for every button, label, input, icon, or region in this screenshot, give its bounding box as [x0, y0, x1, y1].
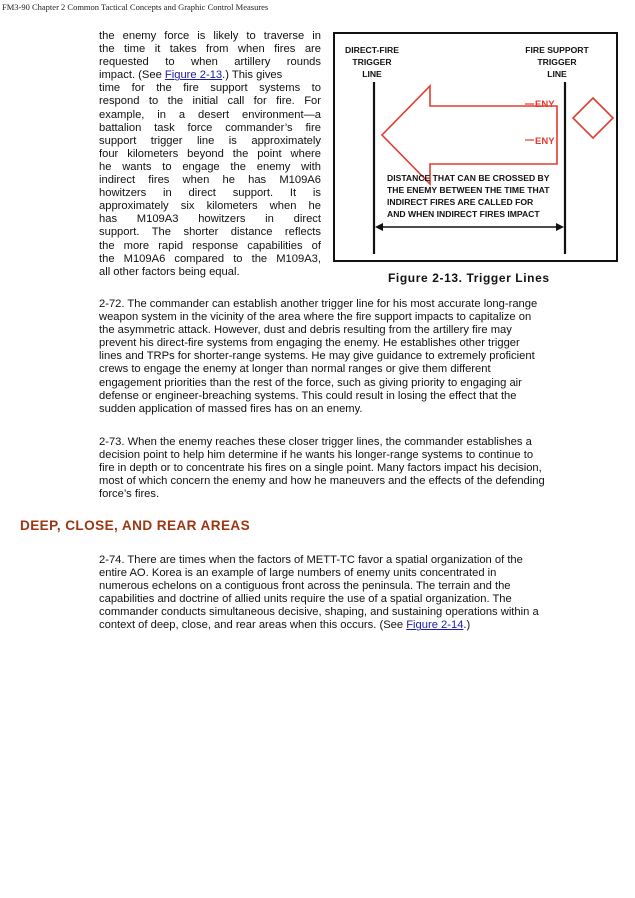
text-line: force’s fires. [99, 488, 160, 501]
direct-fire-label-line: TRIGGER [352, 57, 392, 67]
text-line: crews to engage the enemy at longer than normal ranges or give them different [99, 363, 491, 376]
fire-support-label-line: LINE [547, 69, 567, 79]
text-segment: .) This gives [222, 69, 283, 82]
section-heading: DEEP, CLOSE, AND REAR AREAS [20, 518, 251, 533]
text-segment: impact. (See [99, 69, 165, 82]
direct-fire-label-line: LINE [362, 69, 382, 79]
text-line: sudden application of massed fires has on an enemy. [99, 402, 363, 415]
figure-2-13 [333, 32, 618, 262]
text-line: indirect fires when he has M109A6 [99, 174, 321, 187]
direct-fire-label-line: DIRECT-FIRE [345, 45, 399, 55]
text-line: all other factors being equal. [99, 265, 240, 278]
text-line: requested to when artillery rounds [99, 56, 321, 69]
text-line: defense or engineer-breaching systems. This could result in losing the effect that the [99, 389, 517, 402]
distance-note-line: AND WHEN INDIRECT FIRES IMPACT [387, 209, 540, 219]
text-line [99, 619, 539, 632]
text-line: he wants to engage the enemy with [99, 160, 321, 173]
text-line: 2-72. The commander can establish another trigger line for his most accurate long-range [99, 298, 538, 310]
fire-support-label-line: FIRE SUPPORT [525, 45, 589, 55]
text-line: support trigger line is approximately [99, 134, 321, 147]
figure-caption: Figure 2-13. Trigger Lines [388, 271, 550, 285]
distance-note-line: THE ENEMY BETWEEN THE TIME THAT [387, 185, 550, 195]
text-line: most of which concern the enemy and how he maneuvers and the effects of the defending [99, 475, 545, 488]
text-line: 2-74. There are times when the factors of METT-TC favor a spatial organization of the [99, 554, 523, 566]
eny-label: ENY [535, 136, 555, 147]
distance-note-line: DISTANCE THAT CAN BE CROSSED BY [387, 173, 550, 183]
text-line: numerous echelons on a contiguous front across the peninsula. The terrain and the [99, 580, 511, 593]
text-line: commander conducts simultaneous decisive, shaping, and sustaining operations within a [99, 606, 539, 619]
text-line: howitzers in direct support. It is [99, 187, 321, 200]
text-line: time for the fire support systems to [99, 82, 321, 95]
fire-support-label-line: TRIGGER [537, 57, 577, 67]
text-line: fire in depth or to concentrate his fires on a single point. Many factors impact his decision, [99, 462, 542, 475]
paragraph-2-74 [99, 554, 539, 633]
text-line: respond to the initial call for fire. For [99, 95, 321, 108]
enemy-diamond-symbol [573, 98, 613, 138]
paragraph-2-72 [99, 298, 537, 416]
text-line: entire AO. Korea is an example of large numbers of enemy units concentrated in [99, 567, 497, 580]
enemy-movement-arrow [382, 86, 557, 184]
page-header: FM3-90 Chapter 2 Common Tactical Concepts and Graphic Control Measures [2, 2, 269, 12]
text-line: the enemy force is likely to traverse in [99, 30, 321, 42]
text-line: lines and TRPs for shorter-range systems. He may give guidance to extremely proficient [99, 350, 535, 363]
text-line: four kilometers beyond the point where [99, 147, 321, 160]
text-segment: context of deep, close, and rear areas when this occurs. (See [99, 619, 407, 632]
eny-label: ENY [535, 99, 555, 110]
text-line: the time it takes from when fires are [99, 43, 321, 56]
figure-2-14-link[interactable]: Figure 2-14 [406, 619, 464, 632]
text-line [99, 69, 321, 82]
distance-note-line: INDIRECT FIRES ARE CALLED FOR [387, 197, 534, 207]
text-line: the more rapid response capabilities of [99, 239, 321, 252]
text-line: 2-73. When the enemy reaches these closer trigger lines, the commander establishes a [99, 436, 532, 448]
text-line: weapon system in the vicinity of the area where the fire support impacts to capitalize on [99, 311, 532, 324]
text-line: support. The shorter distance reflects [99, 226, 321, 239]
text-line: the asymmetric attack. However, dust and debris resulting from the artillery fire may [99, 324, 512, 337]
text-line: prevent his direct-fire systems from engaging the enemy. He establishes other trigger [99, 337, 520, 350]
text-line: capabilities and doctrine of allied units require the use of a spatial organization. The [99, 593, 512, 606]
paragraph-2-73 [99, 436, 545, 501]
intro-paragraph [99, 30, 321, 279]
text-line: example, in a desert environment—a [99, 108, 321, 121]
text-line: approximately six kilometers when he [99, 200, 321, 213]
text-line: decision point to help him determine if he wants his longer-range systems to continue to [99, 449, 534, 462]
text-segment: .) [463, 619, 471, 632]
text-line: has M109A3 howitzers in direct [99, 213, 321, 226]
text-line: the M109A6 compared to the M109A3, [99, 252, 321, 265]
distance-arrowhead-right [556, 223, 564, 231]
trigger-lines-diagram [335, 34, 616, 260]
text-line: engagement priorities than the rest of the force, such as giving priority to engaging air [99, 376, 522, 389]
text-line: battalion task force commander’s fire [99, 121, 321, 134]
figure-2-13-link[interactable]: Figure 2-13 [164, 69, 223, 82]
distance-arrowhead-left [375, 223, 383, 231]
